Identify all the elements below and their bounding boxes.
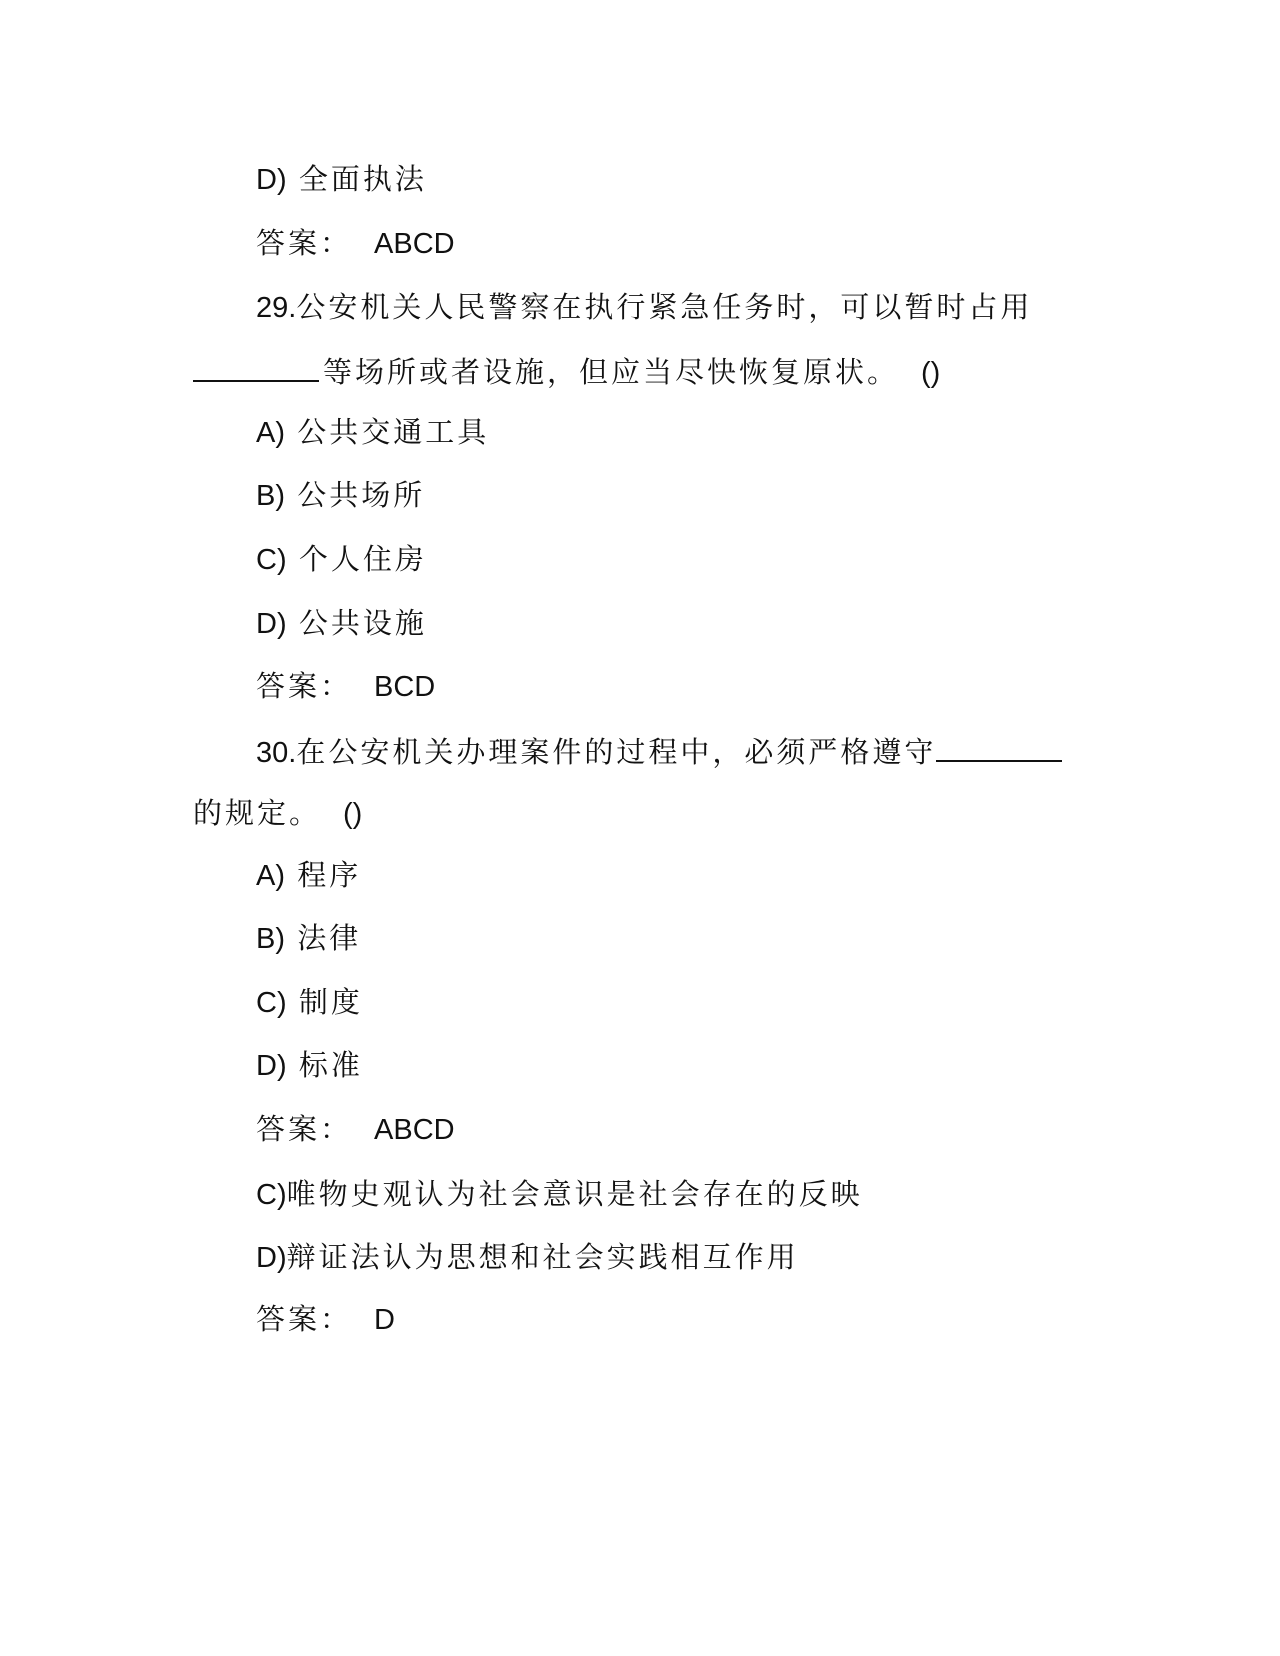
option-text: 标准 [298, 1048, 363, 1082]
answer-parentheses: () [343, 798, 363, 830]
question-number: 29. [256, 292, 297, 324]
question-stem-text: 的规定。 [193, 796, 322, 830]
option-line [256, 855, 361, 896]
option-label: C) [256, 544, 287, 576]
option-label: C) [256, 987, 287, 1019]
question-stem-continuation [193, 793, 362, 834]
option-text: 辩证法认为思想和社会实践相互作用 [286, 1240, 799, 1274]
option-text: 公共设施 [298, 606, 427, 640]
option-label: B) [256, 923, 285, 955]
answer-line [256, 1109, 455, 1150]
option-line [256, 1237, 799, 1278]
option-line [256, 982, 363, 1023]
answer-value: ABCD [374, 1114, 455, 1146]
answer-value: BCD [374, 671, 436, 703]
question-number: 30. [256, 737, 297, 769]
option-line [256, 412, 489, 453]
option-line [256, 1174, 863, 1215]
option-line [256, 918, 361, 959]
answer-line [256, 223, 455, 264]
option-line [256, 539, 427, 580]
option-label: A) [256, 417, 285, 449]
question-stem-text: 在公安机关办理案件的过程中，必须严格遵守 [296, 735, 937, 769]
option-text: 个人住房 [298, 542, 427, 576]
answer-value: ABCD [374, 228, 455, 260]
option-label: D) [256, 608, 287, 640]
question-stem-text: 等场所或者设施，但应当尽快恢复原状。 [323, 355, 900, 389]
answer-parentheses: () [921, 357, 941, 389]
answer-value: D [374, 1304, 395, 1336]
option-label: B) [256, 480, 285, 512]
option-text: 公共交通工具 [297, 415, 490, 449]
option-line [256, 1045, 363, 1086]
answer-label: 答案： [256, 669, 353, 703]
option-line [256, 603, 427, 644]
question-stem-text: 公安机关人民警察在执行紧急任务时，可以暂时占用 [296, 290, 1033, 324]
fill-in-blank [193, 350, 319, 382]
option-text: 公共场所 [297, 478, 426, 512]
option-line [256, 475, 425, 516]
option-text: 制度 [298, 985, 363, 1019]
answer-label: 答案： [256, 226, 353, 260]
option-label: D) [256, 1050, 287, 1082]
question-stem [256, 287, 1032, 328]
option-text: 全面执法 [298, 162, 427, 196]
fill-in-blank [936, 730, 1062, 762]
option-label: D) [256, 164, 287, 196]
answer-label: 答案： [256, 1112, 353, 1146]
option-text: 程序 [297, 858, 362, 892]
option-line [256, 159, 427, 200]
answer-label: 答案： [256, 1302, 353, 1336]
option-label: C) [256, 1179, 287, 1211]
answer-line [256, 1299, 395, 1340]
option-label: A) [256, 860, 285, 892]
option-text: 法律 [297, 921, 362, 955]
option-text: 唯物史观认为社会意识是社会存在的反映 [286, 1177, 863, 1211]
question-stem [256, 730, 1066, 773]
question-stem-continuation [193, 350, 940, 393]
option-label: D) [256, 1242, 287, 1274]
answer-line [256, 666, 435, 707]
